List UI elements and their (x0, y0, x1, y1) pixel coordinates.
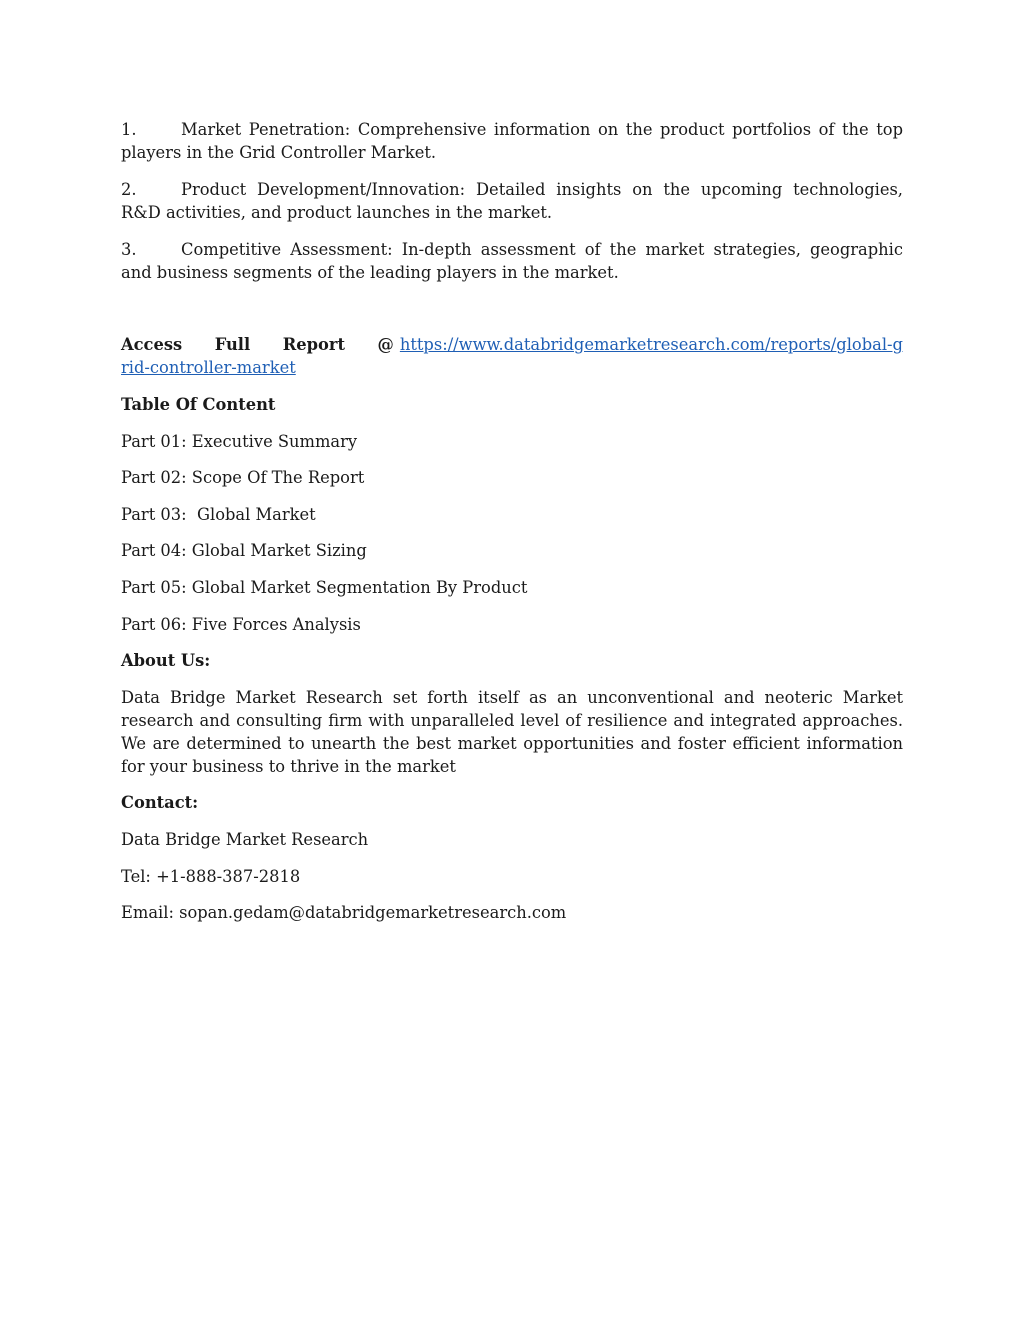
about-text: Data Bridge Market Research set forth itself as an unconventional and neoteric Market research and consulting firm with unparalleled level of resilience and integrated approaches. We are determined to unearth the best market opportunities and foster efficient information for your business to thrive in the market (121, 687, 903, 776)
contact-email: Email: sopan.gedam@databridgemarketresearch.com (121, 903, 567, 923)
toc-part-01: Part 01: Executive Summary (121, 431, 358, 451)
toc-part-06: Part 06: Five Forces Analysis (121, 614, 361, 634)
toc-heading: Table Of Content (121, 395, 276, 414)
report-link[interactable]: https://www.databridgemarketresearch.com/reports/global-grid-controller-market (121, 335, 903, 377)
toc-part-05: Part 05: Global Market Segmentation By Product (121, 577, 528, 597)
benefit-number: 2. (121, 180, 137, 199)
toc-part-03: Part 03: Global Market (121, 504, 316, 524)
contact-company: Data Bridge Market Research (121, 829, 369, 849)
benefit-number: 1. (121, 120, 137, 139)
toc-part-04: Part 04: Global Market Sizing (121, 541, 367, 561)
benefit-number: 3. (121, 240, 137, 259)
access-report-label: Access Full Report @ (121, 335, 394, 354)
benefit-text: Competitive Assessment: In-depth assessment of the market strategies, geographic and business segments of the leading players in the market. (121, 240, 903, 282)
toc-part-02: Part 02: Scope Of The Report (121, 468, 365, 488)
benefit-item-3 (121, 238, 903, 284)
document-page (121, 118, 903, 938)
benefit-text: Product Development/Innovation: Detailed insights on the upcoming technologies, R&D activities, and product launches in the market. (121, 180, 903, 222)
contact-tel: Tel: +1-888-387-2818 (121, 866, 301, 886)
benefit-text: Market Penetration: Comprehensive information on the product portfolios of the top players in the Grid Controller Market. (121, 120, 903, 162)
contact-heading: Contact: (121, 793, 199, 813)
about-heading: About Us: (121, 651, 211, 671)
access-full-report (121, 333, 903, 379)
benefit-item-1 (121, 118, 903, 164)
benefit-item-2 (121, 178, 903, 224)
